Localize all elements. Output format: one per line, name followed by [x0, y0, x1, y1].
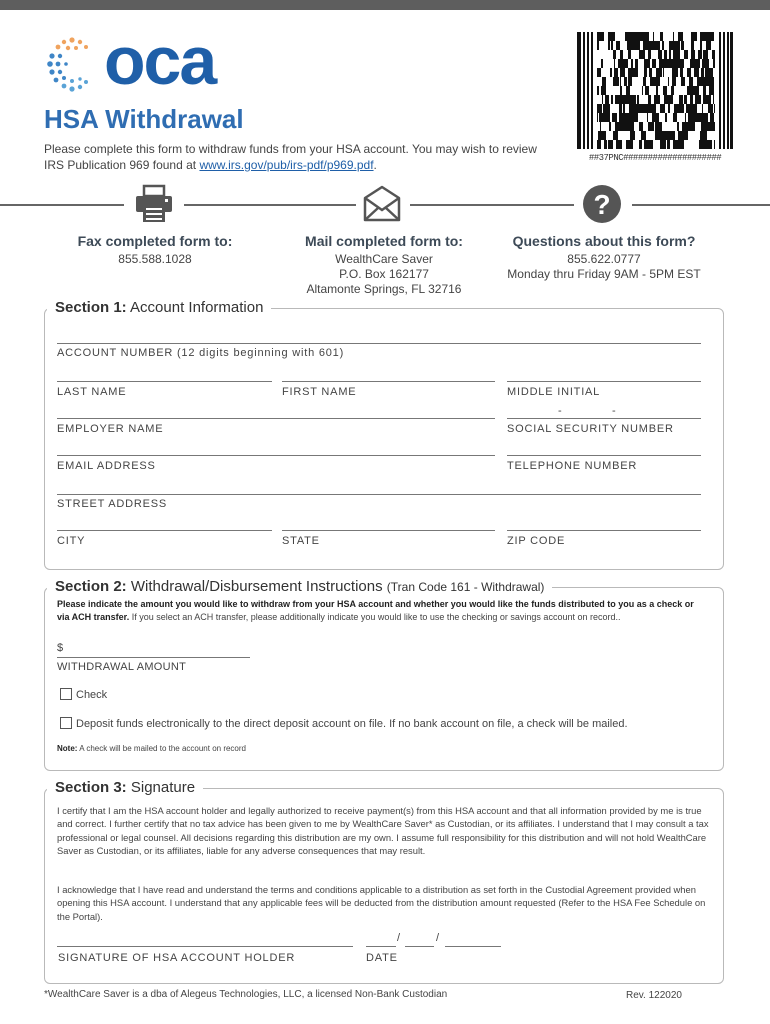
- section3-title: [47, 779, 203, 796]
- section1-name: Account Information: [130, 299, 264, 316]
- mail-line-2: P.O. Box 162177: [339, 267, 429, 281]
- divider-segment: [632, 204, 770, 206]
- street-address-field[interactable]: [57, 494, 701, 495]
- ssn-label: SOCIAL SECURITY NUMBER: [507, 423, 674, 435]
- questions-contact: [494, 234, 714, 282]
- fax-contact: [54, 234, 256, 267]
- email-label: EMAIL ADDRESS: [57, 460, 156, 472]
- check-option-label: Check: [76, 689, 108, 701]
- question-icon: [582, 184, 622, 224]
- deposit-option-checkbox[interactable]: [60, 717, 72, 729]
- section2-name: Withdrawal/Disbursement Instructions: [130, 578, 383, 595]
- note-text: A check will be mailed to the account on record: [77, 744, 246, 753]
- divider-segment: [184, 204, 356, 206]
- city-label: CITY: [57, 535, 86, 547]
- withdrawal-amount-label: WITHDRAWAL AMOUNT: [57, 661, 187, 673]
- last-name-field[interactable]: [57, 381, 272, 382]
- state-label: STATE: [282, 535, 320, 547]
- section2-instructions-bold: Please indicate the amount you would like to withdraw from your HSA account and whether you would like the funds distributed to you as a check or via ACH transfer.: [57, 599, 694, 622]
- account-number-label: ACCOUNT NUMBER (12 digits beginning with 601): [57, 347, 345, 359]
- date-year-field[interactable]: [445, 946, 501, 947]
- city-field[interactable]: [57, 530, 272, 531]
- questions-phone: 855.622.0777: [567, 252, 641, 266]
- dollar-sign: $: [57, 642, 64, 654]
- oca-logo: [42, 23, 242, 99]
- section2-tran-code: (Tran Code 161 - Withdrawal): [386, 580, 545, 594]
- middle-initial-field[interactable]: [507, 381, 701, 382]
- telephone-label: TELEPHONE NUMBER: [507, 460, 638, 472]
- intro-body: Please complete this form to withdraw funds from your HSA account. You may wish to review IRS Publication 969 found at: [44, 142, 537, 172]
- svg-text:?: ?: [593, 189, 611, 220]
- section2-title: [47, 578, 552, 595]
- account-number-field[interactable]: [57, 343, 701, 344]
- section1-number: Section 1:: [55, 299, 127, 316]
- footer-revision: Rev. 122020: [626, 990, 682, 1001]
- section2-instructions: [57, 598, 697, 624]
- first-name-label: FIRST NAME: [282, 386, 357, 398]
- state-field[interactable]: [282, 530, 495, 531]
- logo-wordmark: oca: [104, 23, 216, 99]
- zip-label: ZIP CODE: [507, 535, 566, 547]
- mail-heading: Mail completed form to:: [305, 233, 463, 249]
- questions-heading: Questions about this form?: [512, 233, 696, 249]
- signature-field[interactable]: [57, 946, 353, 947]
- date-label: DATE: [366, 952, 398, 964]
- mail-line-1: WealthCare Saver: [335, 252, 433, 266]
- date-slash: /: [397, 932, 401, 944]
- employer-name-label: EMPLOYER NAME: [57, 423, 164, 435]
- mail-contact: [282, 234, 486, 297]
- logo-dots-icon: [42, 34, 104, 96]
- acknowledgement-text: I acknowledge that I have read and understand the terms and conditions applicable to a distribution as set forth in the Custodial Agreement provided when opening this HSA account. I understand that any applicable fees will be deducted from the distribution amount requested (Refer to the HSA Fee Schedule on the Portal).: [57, 884, 706, 922]
- ssn-dash: -: [558, 405, 562, 417]
- irs-publication-link[interactable]: www.irs.gov/pub/irs-pdf/p969.pdf: [199, 158, 374, 172]
- note-label: Note:: [57, 744, 78, 753]
- signature-label: SIGNATURE OF HSA ACCOUNT HOLDER: [58, 952, 296, 964]
- intro-end: .: [373, 158, 377, 172]
- divider-segment: [410, 204, 574, 206]
- last-name-label: LAST NAME: [57, 386, 127, 398]
- zip-field[interactable]: [507, 530, 701, 531]
- first-name-field[interactable]: [282, 381, 495, 382]
- top-bar: [0, 0, 770, 10]
- barcode-text: ##37PNC####################: [588, 153, 722, 163]
- divider-segment: [0, 204, 124, 206]
- section2-number: Section 2:: [55, 578, 127, 595]
- section1-title: [47, 299, 271, 316]
- middle-initial-label: MIDDLE INITIAL: [507, 386, 601, 398]
- ssn-dash: -: [612, 405, 616, 417]
- mail-line-3: Altamonte Springs, FL 32716: [306, 282, 462, 296]
- section3-name: Signature: [130, 779, 196, 796]
- fax-icon: [134, 184, 174, 224]
- page-title: HSA Withdrawal: [44, 104, 244, 134]
- questions-hours: Monday thru Friday 9AM - 5PM EST: [507, 267, 701, 281]
- pdf417-barcode: [577, 32, 733, 149]
- check-option-checkbox[interactable]: [60, 688, 72, 700]
- withdrawal-amount-field[interactable]: [57, 657, 250, 658]
- street-address-label: STREET ADDRESS: [57, 498, 168, 510]
- intro-text: [44, 141, 544, 173]
- deposit-option-label: Deposit funds electronically to the direct deposit account on file. If no bank account on file, a check will be mailed.: [76, 718, 628, 730]
- ssn-field[interactable]: [507, 418, 701, 419]
- date-month-field[interactable]: [366, 946, 396, 947]
- section2-note: [57, 742, 246, 755]
- email-field[interactable]: [57, 455, 495, 456]
- certification-text: I certify that I am the HSA account holder and legally authorized to receive payment(s) from this HSA account and that all information provided by me is true and correct. I further certify that no tax advice has been given to me by WealthCare Saver* as Custodian, or its affiliates. I understand that I may consult a tax professional or legal counsel. All decisions regarding this distribution are my own. I assume full responsibility for this distribution and will not hold WealthCare Saver as Custodian, or its affiliates, liable for any adverse consequences that may result.: [57, 805, 709, 856]
- fax-heading: Fax completed form to:: [77, 233, 233, 249]
- employer-name-field[interactable]: [57, 418, 495, 419]
- footer-disclaimer: *WealthCare Saver is a dba of Alegeus Technologies, LLC, a licensed Non-Bank Custodian: [44, 989, 448, 1000]
- telephone-field[interactable]: [507, 455, 701, 456]
- section2-instructions-rest: If you select an ACH transfer, please additionally indicate you would like to use the checking or savings account on record..: [129, 612, 621, 622]
- section3-number: Section 3:: [55, 779, 127, 796]
- date-day-field[interactable]: [405, 946, 434, 947]
- date-slash: /: [436, 932, 440, 944]
- fax-number: 855.588.1028: [118, 252, 192, 266]
- mail-icon: [362, 184, 402, 224]
